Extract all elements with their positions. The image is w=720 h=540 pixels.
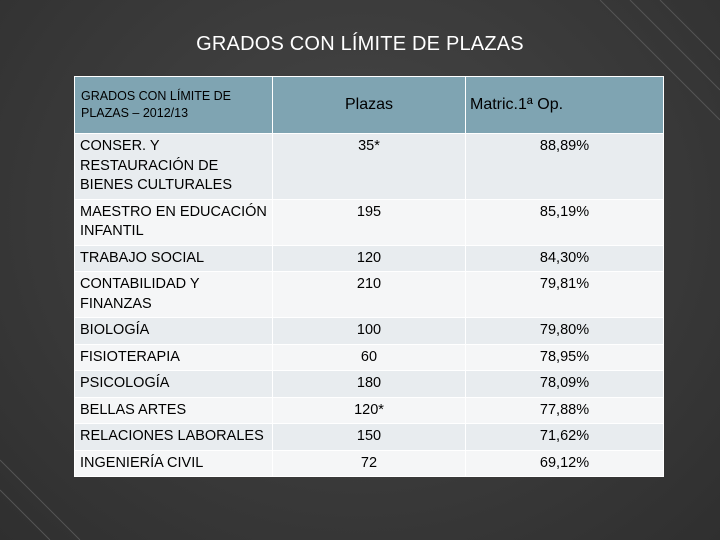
cell-grado: TRABAJO SOCIAL: [75, 245, 273, 272]
cell-grado: MAESTRO EN EDUCACIÓN INFANTIL: [75, 199, 273, 245]
cell-grado: CONTABILIDAD Y FINANZAS: [75, 272, 273, 318]
cell-grado: CONSER. Y RESTAURACIÓN DE BIENES CULTURALES: [75, 134, 273, 200]
table-row: [75, 450, 664, 477]
cell-plazas: 35*: [273, 134, 466, 200]
table-row: [75, 272, 664, 318]
table-row: [75, 245, 664, 272]
cell-matricula: 77,88%: [466, 397, 664, 424]
cell-plazas: 150: [273, 424, 466, 451]
table-row: [75, 344, 664, 371]
table-row: [75, 397, 664, 424]
cell-matricula: 85,19%: [466, 199, 664, 245]
cell-matricula: 69,12%: [466, 450, 664, 477]
slide-title: GRADOS CON LÍMITE DE PLAZAS: [196, 33, 524, 55]
cell-grado: PSICOLOGÍA: [75, 371, 273, 398]
cell-matricula: 71,62%: [466, 424, 664, 451]
header-plazas: Plazas: [273, 77, 466, 134]
cell-matricula: 88,89%: [466, 134, 664, 200]
table-header-row: [75, 77, 664, 134]
table-row: [75, 424, 664, 451]
table-row: [75, 134, 664, 200]
table-body: [75, 134, 664, 477]
header-grados: GRADOS CON LÍMITE DE PLAZAS – 2012/13: [75, 77, 273, 134]
cell-grado: BIOLOGÍA: [75, 318, 273, 345]
cell-matricula: 79,81%: [466, 272, 664, 318]
cell-plazas: 195: [273, 199, 466, 245]
cell-matricula: 78,95%: [466, 344, 664, 371]
cell-grado: INGENIERÍA CIVIL: [75, 450, 273, 477]
cell-plazas: 180: [273, 371, 466, 398]
table-row: [75, 318, 664, 345]
cell-plazas: 100: [273, 318, 466, 345]
cell-plazas: 60: [273, 344, 466, 371]
cell-grado: BELLAS ARTES: [75, 397, 273, 424]
table-row: [75, 199, 664, 245]
plazas-table: [74, 76, 664, 477]
cell-plazas: 120*: [273, 397, 466, 424]
cell-matricula: 78,09%: [466, 371, 664, 398]
cell-matricula: 84,30%: [466, 245, 664, 272]
header-matricula: Matric.1ª Op.: [466, 77, 664, 134]
cell-matricula: 79,80%: [466, 318, 664, 345]
cell-plazas: 210: [273, 272, 466, 318]
cell-grado: RELACIONES LABORALES: [75, 424, 273, 451]
table-row: [75, 371, 664, 398]
cell-plazas: 72: [273, 450, 466, 477]
cell-grado: FISIOTERAPIA: [75, 344, 273, 371]
cell-plazas: 120: [273, 245, 466, 272]
plazas-table-container: [74, 76, 663, 477]
